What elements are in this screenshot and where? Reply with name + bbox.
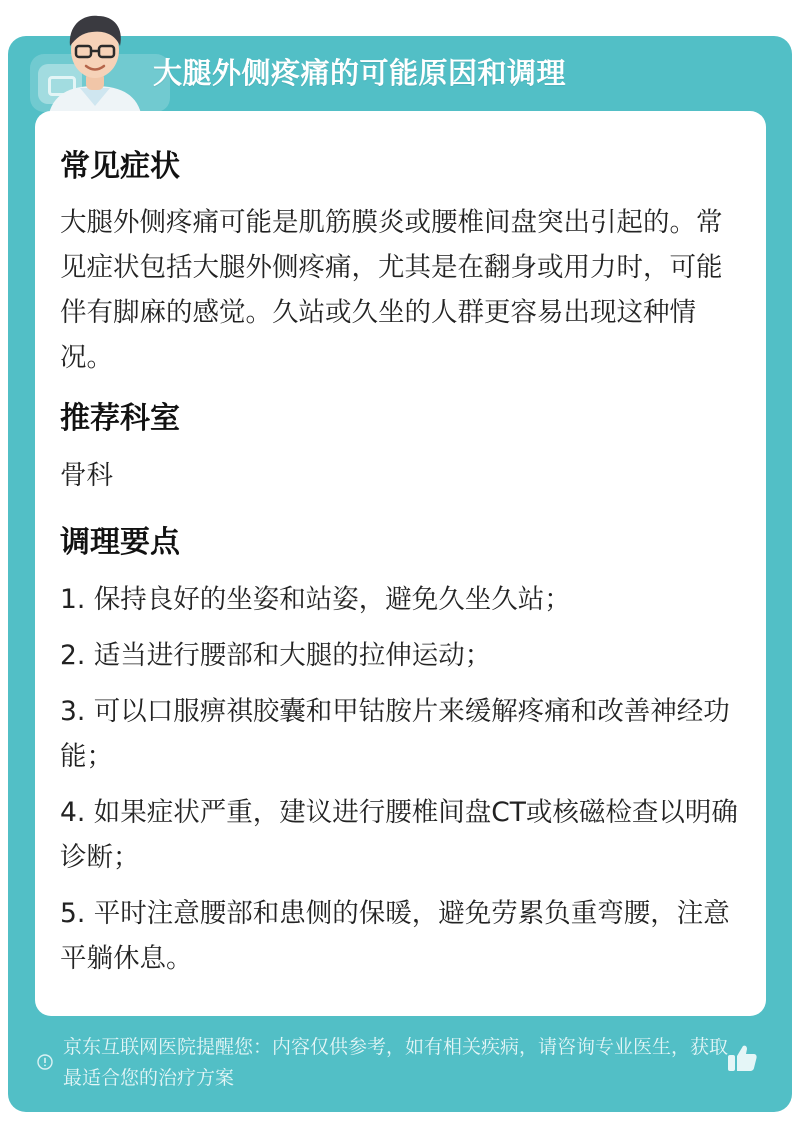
department-paragraph: 骨科 — [60, 460, 113, 491]
symptoms-paragraph: 大腿外侧疼痛可能是肌筋膜炎或腰椎间盘突出引起的。常见症状包括大腿外侧疼痛，尤其是在翻身或用力时，可能伴有脚麻的感觉。久站或久坐的人群更容易出现这种情况。 — [60, 207, 723, 373]
care-item-2: 2. 适当进行腰部和大腿的拉伸运动； — [60, 640, 492, 671]
care-item-4: 4. 如果症状严重，建议进行腰椎间盘CT或核磁检查以明确诊断； — [60, 797, 738, 873]
section-heading-department: 推荐科室 — [60, 401, 180, 436]
page-title: 大腿外侧疼痛的可能原因和调理 — [153, 56, 567, 90]
content-card — [35, 111, 766, 1016]
care-item-3: 3. 可以口服痹祺胶囊和甲钴胺片来缓解疼痛和改善神经功能； — [60, 696, 730, 772]
doctor-avatar — [40, 6, 150, 118]
section-heading-symptoms: 常见症状 — [60, 149, 180, 184]
thumbs-up-icon[interactable] — [725, 1041, 759, 1075]
care-item-5: 5. 平时注意腰部和患侧的保暖，避免劳累负重弯腰，注意平躺休息。 — [60, 898, 730, 974]
disclaimer-text: 京东互联网医院提醒您：内容仅供参考，如有相关疾病，请咨询专业医生，获取最适合您的治疗方案 — [63, 1036, 729, 1089]
section-heading-care: 调理要点 — [60, 525, 180, 560]
info-icon — [37, 1054, 53, 1070]
care-item-1: 1. 保持良好的坐姿和站姿，避免久坐久站； — [60, 584, 571, 615]
